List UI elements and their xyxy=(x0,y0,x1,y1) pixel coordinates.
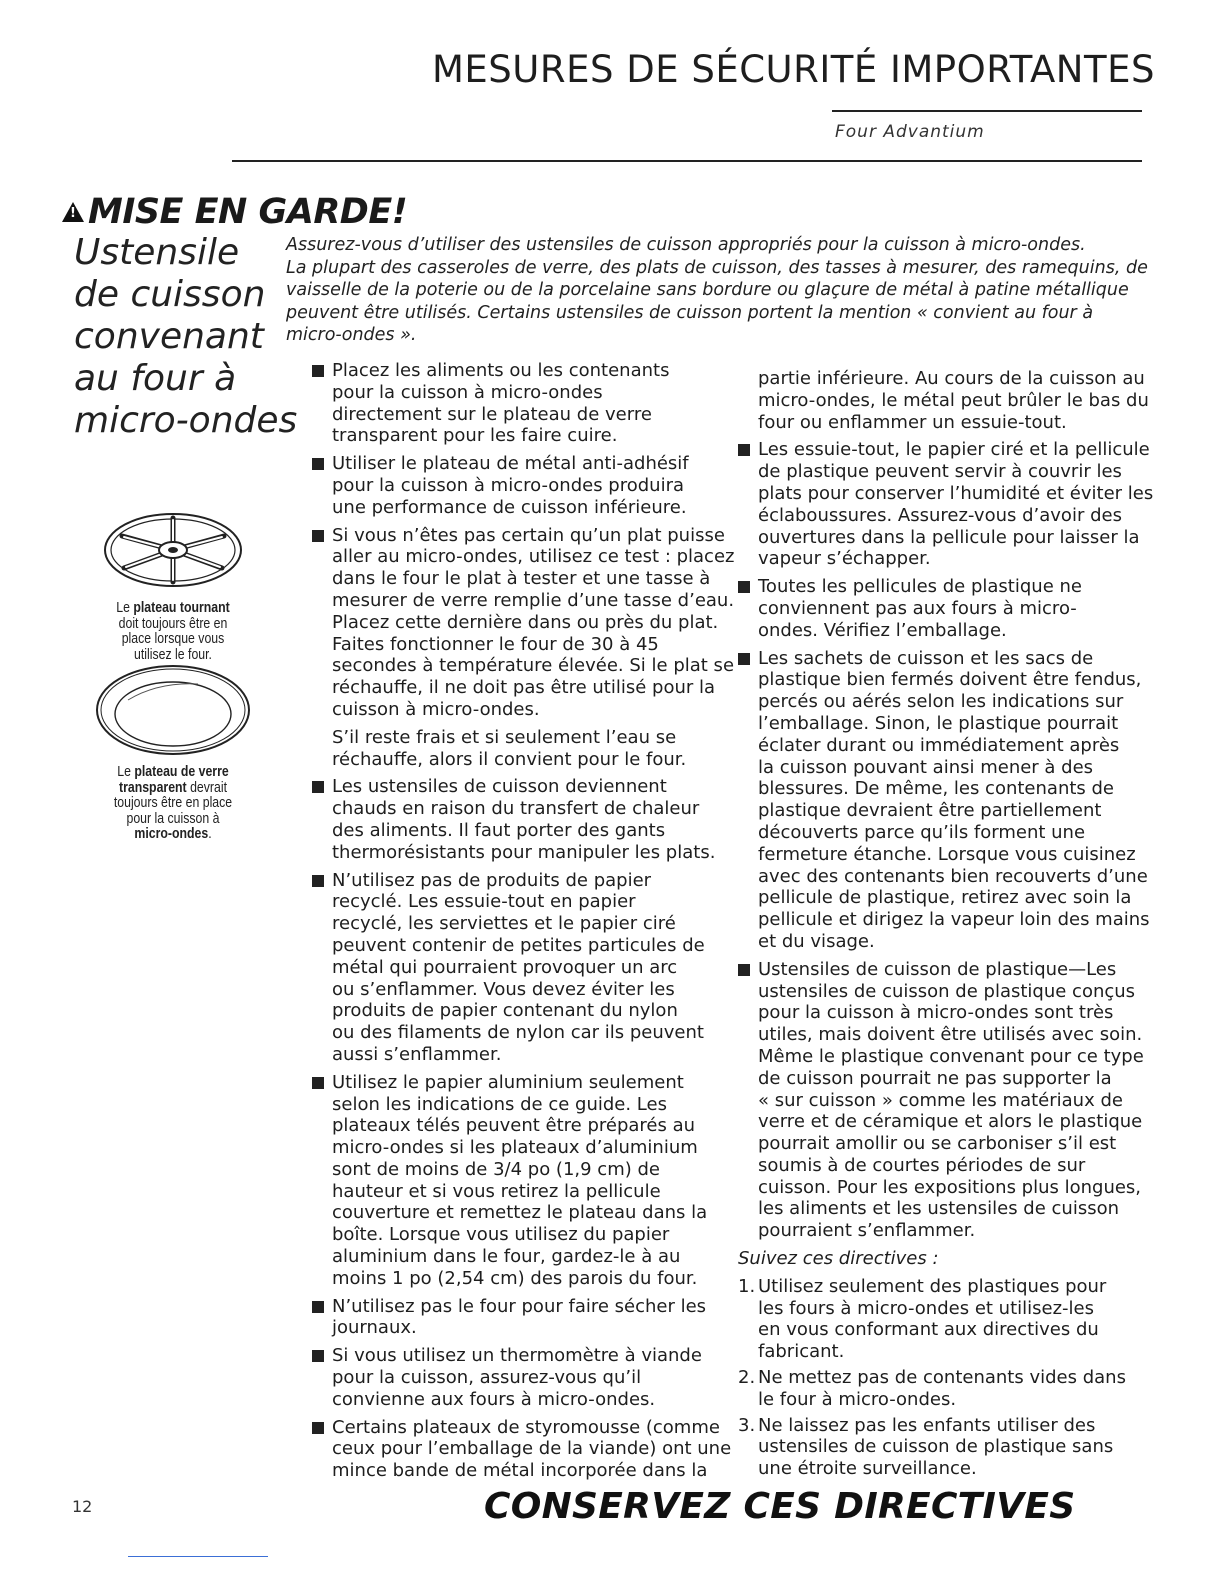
turntable-figure xyxy=(88,508,258,662)
text-line: ou s’enflammer. Vous devez éviter les xyxy=(332,978,675,1000)
text-line: thermorésistants pour manipuler les plats. xyxy=(332,841,716,863)
square-bullet-icon xyxy=(738,964,750,976)
caption-line: toujours être en place xyxy=(113,794,233,811)
text-line: Ustensiles de cuisson de plastique—Les xyxy=(758,958,1117,980)
text-line: fabricant. xyxy=(758,1341,845,1363)
text-line: de plastique peuvent servir à couvrir les xyxy=(758,461,1122,483)
bullet-item xyxy=(738,959,1142,1242)
text-line: une performance de cuisson inférieure. xyxy=(332,496,687,518)
numbered-item xyxy=(738,1276,1142,1363)
caption-text: . xyxy=(208,825,212,842)
intro-line: peuvent être utilisés. Certains ustensiles de cuisson portent la mention « convient au four à xyxy=(286,302,1094,323)
square-bullet-icon xyxy=(312,781,324,793)
section-heading-line: Ustensile xyxy=(74,232,240,273)
text-line: Utilisez seulement des plastiques pour xyxy=(758,1275,1107,1297)
text-line: pourrait amollir ou se carboniser s’il est xyxy=(758,1133,1117,1155)
text-line: et du visage. xyxy=(758,930,875,952)
text-line: recyclé, les serviettes et le papier ciré xyxy=(332,913,676,935)
text-line: couverture et remettez le plateau dans la xyxy=(332,1202,708,1224)
caption-text: devrait xyxy=(186,778,228,796)
text-line: hauteur et si vous retirez la pellicule xyxy=(332,1180,661,1202)
text-line: four ou enflammer un essuie-tout. xyxy=(758,411,1067,433)
text-line: micro-ondes, le métal peut brûler le bas du xyxy=(758,389,1149,411)
text-line: Faites fonctionner le four de 30 à 45 xyxy=(332,633,659,655)
bullet-item xyxy=(738,647,1150,953)
glass-tray-figure xyxy=(88,660,258,842)
bullet-item xyxy=(312,1345,732,1410)
text-line: éclaboussures. Assurez-vous d’avoir des xyxy=(758,504,1122,526)
section-heading-line: au four à xyxy=(74,358,237,399)
text-line: Toutes les pellicules de plastique ne xyxy=(758,576,1082,598)
warning-triangle-icon xyxy=(62,202,84,222)
text-line: ou des filaments de nylon car ils peuvent xyxy=(332,1022,704,1044)
text-line: partie inférieure. Au cours de la cuisson au xyxy=(758,368,1145,389)
caption-line: place lorsque vous xyxy=(121,630,225,647)
turntable-illustration xyxy=(88,508,258,596)
bullet-item xyxy=(312,1296,732,1340)
text-line: pour la cuisson à micro-ondes xyxy=(332,381,603,403)
bullet-item xyxy=(312,360,732,447)
caption-line: pour la cuisson à xyxy=(126,809,220,827)
text-line: aussi s’enflammer. xyxy=(332,1043,502,1065)
text-line: soumis à de courtes périodes de sur xyxy=(758,1154,1086,1176)
text-line: secondes à température élevée. Si le plat se xyxy=(332,655,735,677)
text-line: Placez cette dernière dans ou près du plat. xyxy=(332,611,719,633)
text-line: pourraient s’enflammer. xyxy=(758,1220,976,1242)
column-left xyxy=(312,360,735,1488)
caption-bold: micro-ondes xyxy=(134,825,209,842)
text-line: Ne laissez pas les enfants utiliser des xyxy=(758,1414,1096,1436)
text-line: en vous conformant aux directives du xyxy=(758,1319,1099,1341)
text-line: Ne mettez pas de contenants vides dans xyxy=(758,1367,1126,1389)
bullet-item xyxy=(312,1417,732,1482)
square-bullet-icon xyxy=(312,1350,324,1362)
square-bullet-icon xyxy=(312,365,324,377)
bullet-item xyxy=(312,453,732,518)
text-line: avec des contenants bien recouverts d’une xyxy=(758,865,1148,887)
text-line: verre et de céramique et alors le plastique xyxy=(758,1111,1143,1133)
text-line: vapeur s’échapper. xyxy=(758,548,931,570)
text-line: cuisson à micro-ondes. xyxy=(332,698,540,720)
warning-heading xyxy=(62,192,407,232)
text-line: ouvertures dans la pellicule pour laisser la xyxy=(758,526,1140,548)
glass-tray-caption xyxy=(103,764,242,842)
text-line: pour la cuisson à micro-ondes produira xyxy=(332,474,685,496)
text-line: Utiliser le plateau de métal anti-adhésif xyxy=(332,453,689,475)
text-line: plateaux télés peuvent être préparés au xyxy=(332,1115,696,1137)
text-line: Les ustensiles de cuisson deviennent xyxy=(332,776,667,798)
text-line: réchauffe, alors il convient pour le four. xyxy=(332,748,687,770)
text-line: pour la cuisson à micro-ondes sont très xyxy=(758,1002,1114,1024)
bullet-item xyxy=(312,776,732,863)
text-line: moins 1 po (2,54 cm) des parois du four. xyxy=(332,1267,698,1289)
square-bullet-icon xyxy=(738,444,750,456)
text-line: dans le four le plat à tester et une tasse à xyxy=(332,568,711,590)
text-line: conviennent pas aux fours à micro- xyxy=(758,597,1077,619)
item-number: 2. xyxy=(738,1367,756,1389)
intro-line: La plupart des casseroles de verre, des plats de cuisson, des tasses à mesurer, des ramequins, de xyxy=(286,257,1148,278)
text-line: chauds en raison du transfert de chaleur xyxy=(332,798,700,820)
text-line: pellicule et dirigez la vapeur loin des mains xyxy=(758,909,1150,931)
text-line: boîte. Lorsque vous utilisez du papier xyxy=(332,1224,670,1246)
text-line: N’utilisez pas de produits de papier xyxy=(332,869,652,891)
directives-intro: Suivez ces directives : xyxy=(738,1248,939,1270)
square-bullet-icon xyxy=(312,875,324,887)
product-subtitle: Four Advantium xyxy=(835,122,985,142)
square-bullet-icon xyxy=(312,530,324,542)
text-line: directement sur le plateau de verre xyxy=(332,403,652,425)
numbered-item xyxy=(738,1367,1142,1411)
bullet-item xyxy=(312,524,735,721)
text-line: Certains plateaux de styromousse (comme xyxy=(332,1416,720,1438)
text-line: des aliments. Il faut porter des gants xyxy=(332,819,666,841)
text-line: métal qui pourraient provoquer un arc xyxy=(332,956,678,978)
text-line: cuisson. Pour les expositions plus longues, xyxy=(758,1176,1142,1198)
caption-bold: plateau de verre xyxy=(134,763,229,780)
intro-line: micro-ondes ». xyxy=(286,325,417,345)
caption-bold: transparent xyxy=(118,778,187,796)
text-line: S’il reste frais et si seulement l’eau se xyxy=(332,726,677,748)
square-bullet-icon xyxy=(312,1422,324,1434)
intro-line: vaisselle de la poterie ou de la porcelaine sans bordure ou glaçure de métal à patine métallique xyxy=(286,280,1129,300)
caption-line: utilisez le four. xyxy=(134,645,212,663)
turntable-caption xyxy=(103,600,242,662)
text-line: la cuisson pouvant ainsi mener à des xyxy=(758,756,1094,778)
text-line: les fours à micro-ondes et utilisez-les xyxy=(758,1297,1094,1319)
paragraph xyxy=(312,727,732,771)
link-underline xyxy=(128,1556,268,1557)
item-number: 3. xyxy=(738,1414,756,1436)
section-heading-line: micro-ondes xyxy=(74,400,298,441)
section-heading-line: de cuisson xyxy=(74,274,266,315)
intro-line: Assurez-vous d’utiliser des ustensiles de cuisson appropriés pour la cuisson à micro-ondes. xyxy=(286,235,1086,255)
item-number: 1. xyxy=(738,1275,756,1297)
caption-line: doit toujours être en xyxy=(118,614,228,632)
numbered-item xyxy=(738,1415,1142,1480)
text-line: convienne aux fours à micro-ondes. xyxy=(332,1388,656,1410)
text-line: Placez les aliments ou les contenants xyxy=(332,360,670,381)
text-line: Même le plastique convenant pour ce type xyxy=(758,1045,1144,1067)
text-line: ondes. Vérifiez l’emballage. xyxy=(758,619,1007,641)
glass-tray-illustration xyxy=(88,660,258,760)
text-line: Les essuie-tout, le papier ciré et la pellicule xyxy=(758,439,1150,461)
text-line: selon les indications de ce guide. Les xyxy=(332,1093,667,1115)
text-line: N’utilisez pas le four pour faire sécher les xyxy=(332,1295,707,1317)
header-rule-short xyxy=(832,110,1142,112)
text-line: de cuisson pourrait ne pas supporter la xyxy=(758,1067,1112,1089)
text-line: réchauffe, il ne doit pas être utilisé pour la xyxy=(332,677,716,699)
text-line: ustensiles de cuisson de plastique sans xyxy=(758,1436,1114,1458)
text-line: blessures. De même, les contenants de xyxy=(758,778,1115,800)
text-line: Si vous n’êtes pas certain qu’un plat puisse xyxy=(332,524,725,546)
text-line: ceux pour l’emballage de la viande) ont une xyxy=(332,1438,732,1460)
text-line: plats pour conserver l’humidité et éviter les xyxy=(758,482,1154,504)
paragraph-continued xyxy=(738,368,1149,433)
text-line: transparent pour les faire cuire. xyxy=(332,425,618,447)
section-heading xyxy=(74,232,298,442)
text-line: micro-ondes si les plateaux d’aluminium xyxy=(332,1137,698,1159)
text-line: recyclé. Les essuie-tout en papier xyxy=(332,891,636,913)
square-bullet-icon xyxy=(312,458,324,470)
text-line: journaux. xyxy=(332,1317,417,1339)
text-line: percés ou aérés selon les indications sur xyxy=(758,691,1124,713)
bullet-item xyxy=(312,1072,732,1290)
text-line: mince bande de métal incorporée dans la xyxy=(332,1460,708,1482)
text-line: utiles, mais doivent être utilisés avec soin. xyxy=(758,1024,1143,1046)
intro-paragraph xyxy=(286,234,1146,347)
text-line: Les sachets de cuisson et les sacs de xyxy=(758,647,1094,669)
square-bullet-icon xyxy=(312,1077,324,1089)
text-line: mesurer de verre remplie d’une tasse d’eau. xyxy=(332,589,735,611)
text-line: aller au micro-ondes, utilisez ce test : placez xyxy=(332,546,735,568)
bullet-item xyxy=(738,439,1154,570)
warning-text: MISE EN GARDE! xyxy=(88,192,408,232)
square-bullet-icon xyxy=(312,1301,324,1313)
text-line: « sur cuisson » comme les matériaux de xyxy=(758,1089,1123,1111)
text-line: éclater durant ou immédiatement après xyxy=(758,734,1120,756)
header-rule-long xyxy=(232,160,1142,162)
square-bullet-icon xyxy=(738,653,750,665)
text-line: Si vous utilisez un thermomètre à viande xyxy=(332,1345,702,1367)
caption-text: Le xyxy=(117,763,135,780)
footer-title: CONSERVEZ CES DIRECTIVES xyxy=(484,1486,1076,1527)
page-title: MESURES DE SÉCURITÉ IMPORTANTES xyxy=(432,48,1155,91)
column-right xyxy=(738,368,1154,1484)
text-line: une étroite surveillance. xyxy=(758,1458,977,1480)
text-line: plastique bien fermés doivent être fendus, xyxy=(758,669,1142,691)
text-line: les aliments et les ustensiles de cuisson xyxy=(758,1198,1119,1220)
section-heading-line: convenant xyxy=(74,316,264,357)
caption-text: Le xyxy=(116,599,134,616)
page-number: 12 xyxy=(72,1497,93,1516)
text-line: découverts parce qu’ils forment une xyxy=(758,821,1086,843)
text-line: aluminium dans le four, gardez-le à au xyxy=(332,1246,681,1268)
text-line: le four à micro-ondes. xyxy=(758,1388,957,1410)
text-line: peuvent contenir de petites particules de xyxy=(332,934,705,956)
square-bullet-icon xyxy=(738,581,750,593)
text-line: ustensiles de cuisson de plastique conçus xyxy=(758,980,1136,1002)
text-line: pellicule de plastique, retirez avec soin la xyxy=(758,887,1132,909)
text-line: plastique devraient être partiellement xyxy=(758,800,1102,822)
caption-bold: plateau tournant xyxy=(133,599,230,616)
bullet-item xyxy=(312,870,732,1066)
text-line: sont de moins de 3/4 po (1,9 cm) de xyxy=(332,1158,660,1180)
text-line: l’emballage. Sinon, le plastique pourrait xyxy=(758,712,1119,734)
text-line: Utilisez le papier aluminium seulement xyxy=(332,1071,684,1093)
text-line: fermeture étanche. Lorsque vous cuisinez xyxy=(758,843,1136,865)
text-line: pour la cuisson, assurez-vous qu’il xyxy=(332,1367,642,1389)
bullet-item xyxy=(738,576,1142,641)
text-line: produits de papier contenant du nylon xyxy=(332,1000,678,1022)
